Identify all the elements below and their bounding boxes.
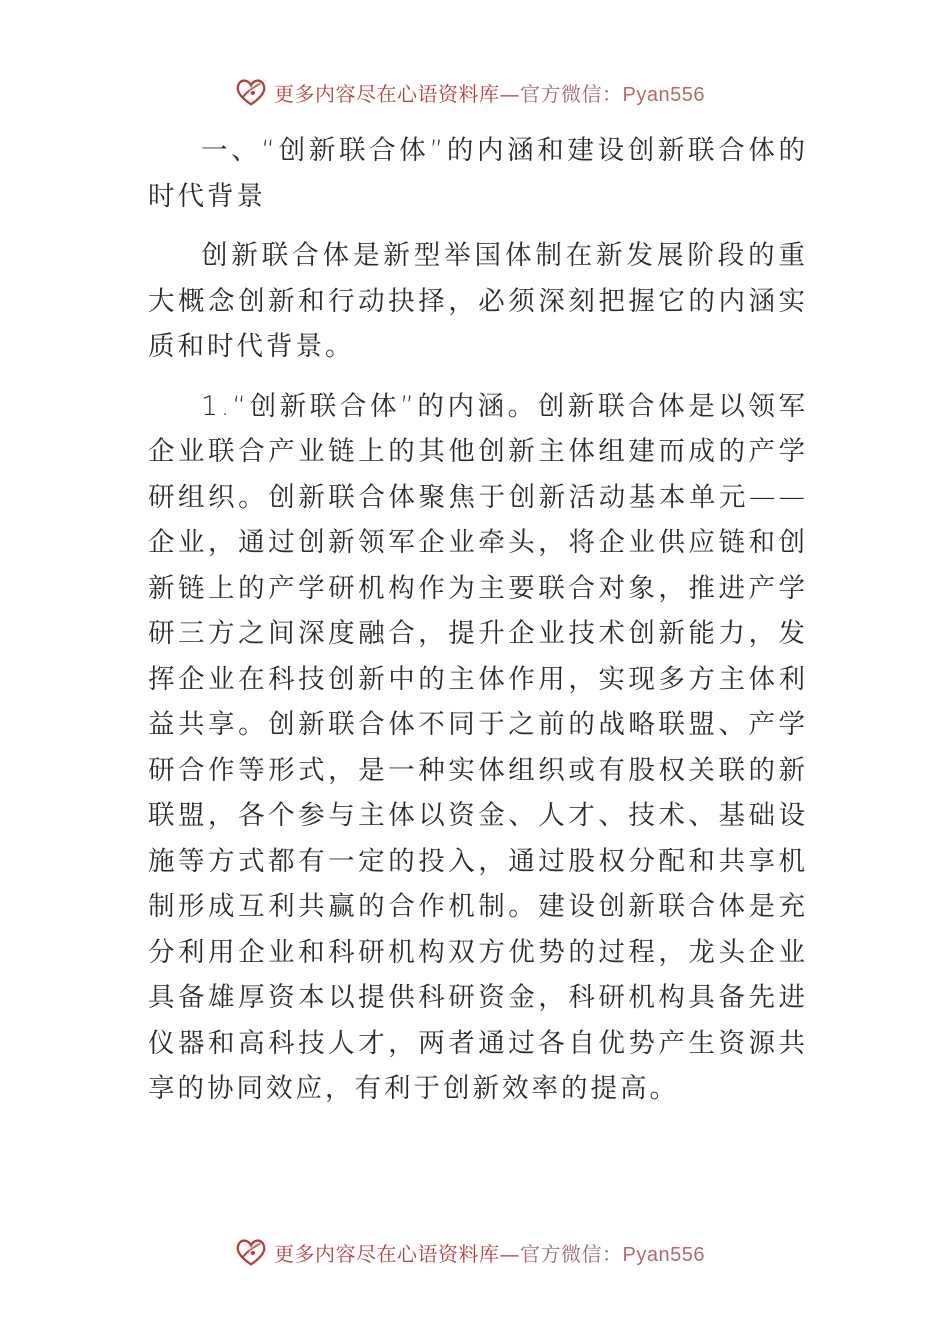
banner-dash: — xyxy=(499,81,520,106)
banner-text xyxy=(274,1238,705,1267)
document-body xyxy=(148,128,808,1126)
banner-wechat-label: 官方微信： xyxy=(520,81,623,106)
paragraph-definition: 1.“创新联合体”的内涵。创新联合体是以领军企业联合产业链上的其他创新主体组建而成的产学研组织。创新联合体聚焦于创新活动基本单元——企业，通过创新领军企业牵头，将企业供应链和创新链上的产学研机构作为主要联合对象，推进产学研三方之间深度融合，提升企业技术创新能力，发挥企业在科技创新中的主体作用，实现多方主体利益共享。创新联合体不同于之前的战略联盟、产学研合作等形式，是一种实体组织或有股权关联的新联盟，各个参与主体以资金、人才、技术、基础设施等方式都有一定的投入，通过股权分配和共享机制形成互利共赢的合作机制。建设创新联合体是充分利用企业和科研机构双方优势的过程，龙头企业具备雄厚资本以提供科研资金，科研机构具备先进仪器和高科技人才，两者通过各自优势产生资源共享的协同效应，有利于创新效率的提高。 xyxy=(148,390,808,1104)
banner-dash: — xyxy=(499,1241,520,1266)
banner-wechat-id: Pyan556 xyxy=(622,1243,705,1266)
paragraph-intro: 创新联合体是新型举国体制在新发展阶段的重大概念创新和行动抉择，必须深刻把握它的内涵实质和时代背景。 xyxy=(148,240,808,362)
heart-feather-logo-icon xyxy=(232,73,270,111)
header-banner xyxy=(232,72,752,112)
footer-banner xyxy=(232,1232,752,1272)
banner-main-text: 更多内容尽在心语资料库 xyxy=(274,1241,500,1266)
banner-main-text: 更多内容尽在心语资料库 xyxy=(274,81,500,106)
banner-wechat-label: 官方微信： xyxy=(520,1241,623,1266)
banner-text xyxy=(274,78,705,107)
banner-wechat-id: Pyan556 xyxy=(622,83,705,106)
section-heading: 一、“创新联合体”的内涵和建设创新联合体的时代背景 xyxy=(148,135,808,212)
heart-feather-logo-icon xyxy=(232,1233,270,1271)
